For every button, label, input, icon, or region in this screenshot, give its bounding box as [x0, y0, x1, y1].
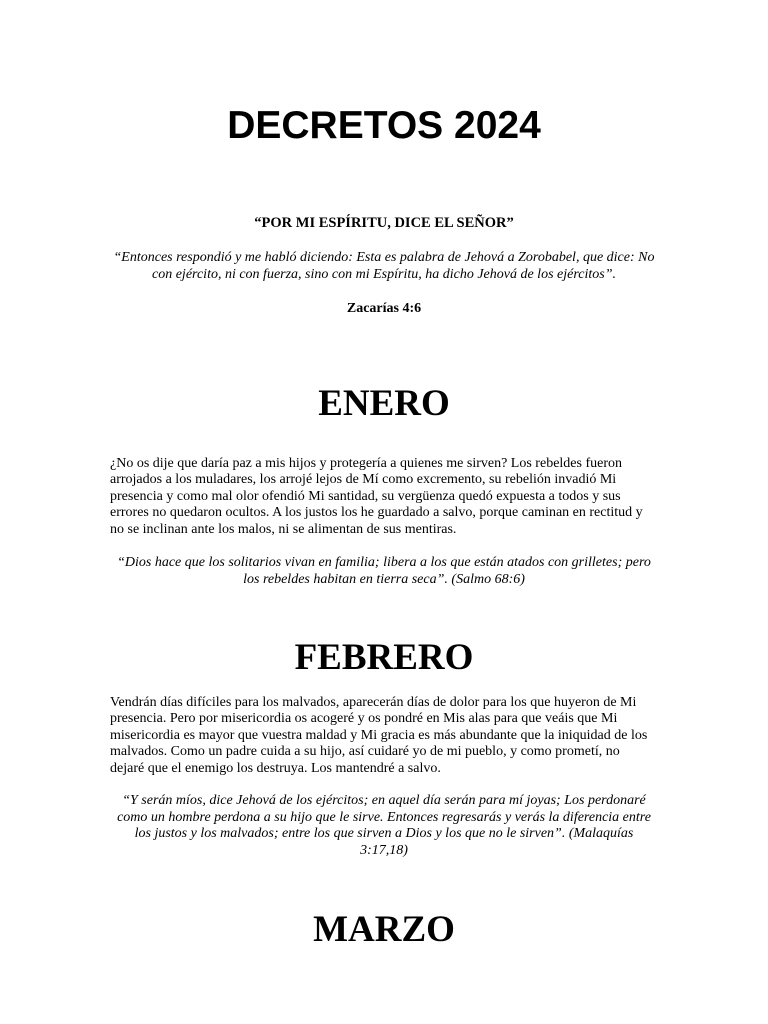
month-heading-marzo: MARZO [313, 909, 455, 950]
month-heading-enero: ENERO [318, 383, 450, 424]
month-paragraph-enero: ¿No os dije que daría paz a mis hijos y protegería a quienes me sirven? Los rebeldes fueron arrojados a los muladares, los arrojé lejos de Mí como excremento, su rebelión invadió Mi presencia y como mal olor ofendió Mi santidad, su vergüenza quedó expuesta a todos y sus errores no quedaron ocultos. A los justos los he guardado a salvo, porque caminan en rectitud y no se inclinan ante los malos, ni se alimentan de sus mentiras. [110, 456, 643, 537]
intro-reference: Zacarías 4:6 [346, 301, 422, 316]
intro-verse: “Entonces respondió y me habló diciendo: Esta es palabra de Jehová a Zorobabel, que dice: No con ejército, ni con fuerza, sino con mi Espíritu, ha dicho Jehová de los ejércitos”. [113, 250, 655, 282]
month-verse-febrero: “Y serán míos, dice Jehová de los ejércitos; en aquel día serán para mí joyas; Los perdonaré como un hombre perdona a su hijo que le sirve. Entonces regresarás y verás la diferencia entre los justos y los malvados; entre los que sirven a Dios y los que no le sirven”. (Malaquías 3:17,18) [117, 793, 651, 858]
month-verse-enero: “Dios hace que los solitarios vivan en familia; libera a los que están atados con grilletes; pero los rebeldes habitan en tierra seca”. (Salmo 68:6) [117, 555, 651, 587]
month-paragraph-febrero: Vendrán días difíciles para los malvados, aparecerán días de dolor para los que huyeron de Mi presencia. Pero por misericordia os acogeré y os pondré en Mis alas para que veáis que Mi misericordia es mayor que vuestra maldad y Mi gracia es más abundante que la iniquidad de los malvados. Como un padre cuida a su hijo, así cuidaré yo de mi pueblo, y como prometí, no dejaré que el enemigo los destruya. Los mantendré a salvo. [110, 695, 648, 776]
document-title: DECRETOS 2024 [227, 104, 541, 147]
document-subtitle: “POR MI ESPÍRITU, DICE EL SEÑOR” [254, 215, 514, 231]
month-heading-febrero: FEBRERO [294, 637, 474, 678]
